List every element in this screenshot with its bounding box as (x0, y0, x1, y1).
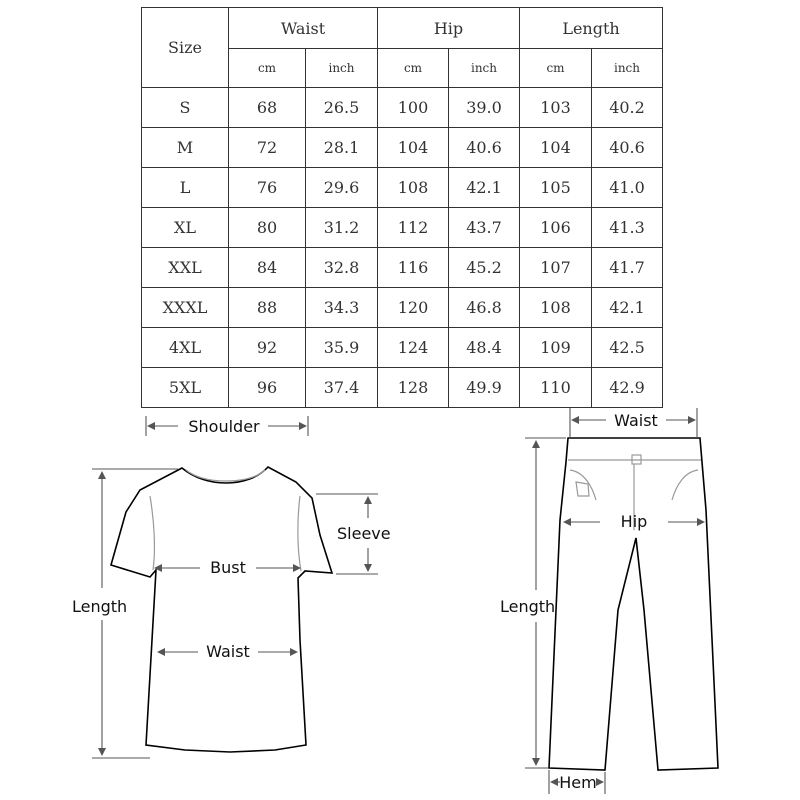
measurement-cell: 26.5 (306, 88, 378, 128)
measurement-cell: 108 (378, 168, 449, 208)
size-cell: 4XL (142, 328, 229, 368)
measurement-cell: 49.9 (449, 368, 520, 408)
measurement-cell: 84 (229, 248, 306, 288)
measurement-cell: 106 (520, 208, 592, 248)
size-cell: M (142, 128, 229, 168)
measurement-cell: 92 (229, 328, 306, 368)
measurement-cell: 48.4 (449, 328, 520, 368)
measurement-cell: 46.8 (449, 288, 520, 328)
length-group-header: Length (520, 8, 663, 49)
measurement-cell: 41.0 (592, 168, 663, 208)
measurement-cell: 39.0 (449, 88, 520, 128)
measurement-cell: 104 (378, 128, 449, 168)
measurement-cell: 37.4 (306, 368, 378, 408)
measurement-cell: 110 (520, 368, 592, 408)
measurement-cell: 35.9 (306, 328, 378, 368)
pants-length-label: Length (500, 597, 556, 616)
measurement-cell: 124 (378, 328, 449, 368)
hip-group-header: Hip (378, 8, 520, 49)
measurement-cell: 45.2 (449, 248, 520, 288)
sleeve-label: Sleeve (337, 524, 391, 543)
unit-header: cm (229, 49, 306, 88)
measurement-cell: 103 (520, 88, 592, 128)
measurement-cell: 72 (229, 128, 306, 168)
measurement-cell: 104 (520, 128, 592, 168)
size-cell: XXXL (142, 288, 229, 328)
size-cell: XXL (142, 248, 229, 288)
measurement-cell: 40.6 (449, 128, 520, 168)
pants-waist-label: Waist (614, 411, 658, 430)
measurement-cell: 128 (378, 368, 449, 408)
measurement-cell: 109 (520, 328, 592, 368)
measurement-cell: 68 (229, 88, 306, 128)
measurement-cell: 28.1 (306, 128, 378, 168)
measurement-cell: 108 (520, 288, 592, 328)
unit-header: cm (520, 49, 592, 88)
measurement-cell: 34.3 (306, 288, 378, 328)
measurement-cell: 80 (229, 208, 306, 248)
measurement-cell: 29.6 (306, 168, 378, 208)
measurement-cell: 42.1 (592, 288, 663, 328)
measurement-cell: 116 (378, 248, 449, 288)
size-column-header: Size (142, 8, 229, 88)
unit-header: inch (592, 49, 663, 88)
pants-hem-label: Hem (559, 773, 597, 792)
measurement-cell: 32.8 (306, 248, 378, 288)
measurement-cell: 42.9 (592, 368, 663, 408)
measurement-cell: 31.2 (306, 208, 378, 248)
measurement-cell: 40.6 (592, 128, 663, 168)
unit-header: cm (378, 49, 449, 88)
measurement-cell: 42.5 (592, 328, 663, 368)
size-cell: 5XL (142, 368, 229, 408)
unit-header: inch (449, 49, 520, 88)
measurement-cell: 41.7 (592, 248, 663, 288)
pants-diagram (500, 408, 718, 794)
measurement-cell: 107 (520, 248, 592, 288)
shirt-waist-label: Waist (206, 642, 250, 661)
measurement-cell: 40.2 (592, 88, 663, 128)
measurement-cell: 43.7 (449, 208, 520, 248)
tshirt-diagram (72, 416, 391, 758)
size-cell: XL (142, 208, 229, 248)
measurement-cell: 42.1 (449, 168, 520, 208)
size-cell: S (142, 88, 229, 128)
measurement-cell: 41.3 (592, 208, 663, 248)
measurement-cell: 120 (378, 288, 449, 328)
pants-hip-label: Hip (620, 512, 648, 531)
measurement-cell: 105 (520, 168, 592, 208)
measurement-cell: 88 (229, 288, 306, 328)
unit-header: inch (306, 49, 378, 88)
bust-label: Bust (210, 558, 246, 577)
size-cell: L (142, 168, 229, 208)
measurement-cell: 100 (378, 88, 449, 128)
measurement-cell: 112 (378, 208, 449, 248)
waist-group-header: Waist (229, 8, 378, 49)
shirt-length-label: Length (72, 597, 128, 616)
shoulder-label: Shoulder (188, 417, 260, 436)
measurement-cell: 76 (229, 168, 306, 208)
measurement-cell: 96 (229, 368, 306, 408)
